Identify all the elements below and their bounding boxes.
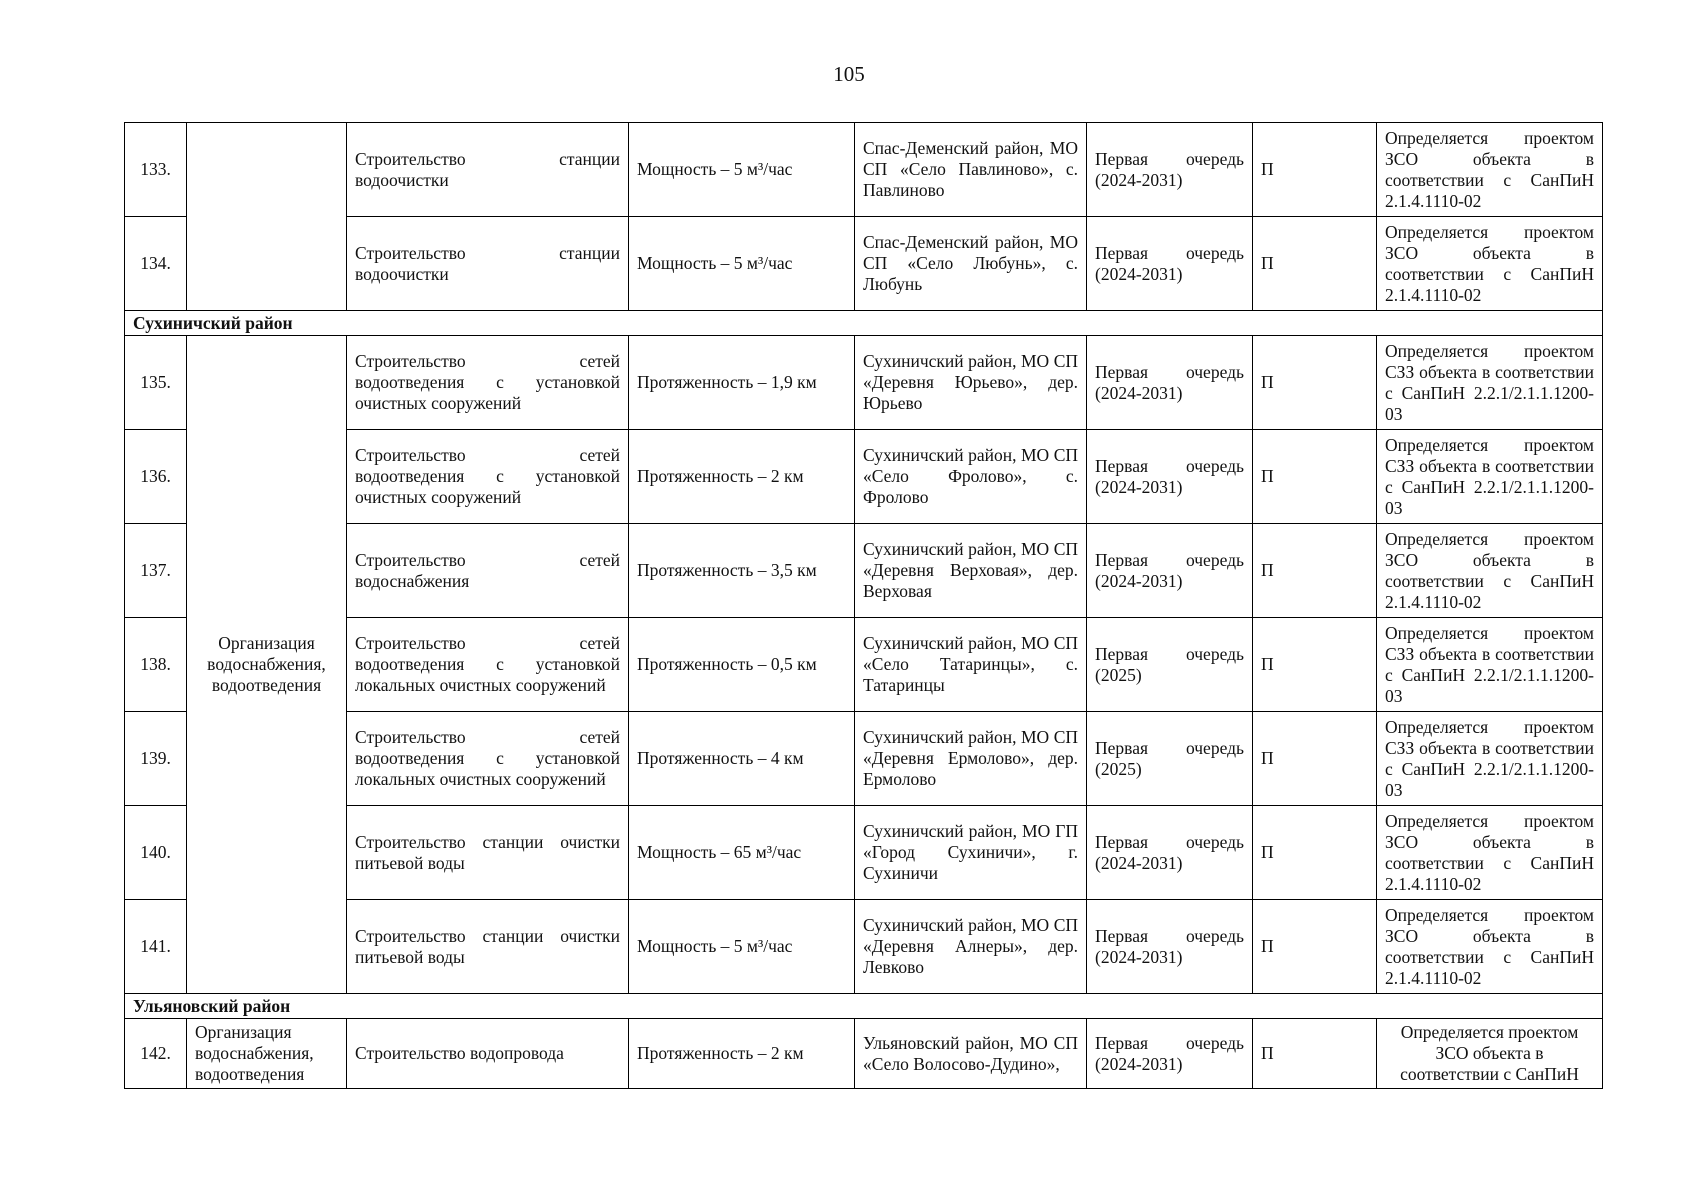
work-cell: Строительство станции водоочистки [347, 217, 629, 311]
stage-cell: Первая очередь (2024-2031) [1087, 806, 1253, 900]
table-row [125, 524, 1603, 618]
work-cell: Строительство сетей водоотведения с установкой очистных сооружений [347, 336, 629, 430]
note-cell: Определяется проектом ЗСО объекта в соответствии с СанПиН 2.1.4.1110-02 [1377, 123, 1603, 217]
table-row [125, 1019, 1603, 1089]
work-cell: Строительство сетей водоотведения с установкой локальных очистных сооружений [347, 712, 629, 806]
type-cell: П [1253, 336, 1377, 430]
work-cell: Строительство сетей водоснабжения [347, 524, 629, 618]
note-cell: Определяется проектом ЗСО объекта в соответствии с СанПиН 2.1.4.1110-02 [1377, 524, 1603, 618]
type-cell: П [1253, 524, 1377, 618]
location-cell: Сухиничский район, МО СП «Деревня Алнеры», дер. Левково [855, 900, 1087, 994]
category-cell: Организация водоснабжения, водоотведения [187, 1019, 347, 1089]
note-cell: Определяется проектом ЗСО объекта в соответствии с СанПиН 2.1.4.1110-02 [1377, 217, 1603, 311]
work-cell: Строительство станции водоочистки [347, 123, 629, 217]
measures-table [124, 122, 1603, 1089]
page-number: 105 [833, 62, 865, 86]
region-header-row [125, 994, 1603, 1019]
category-cell [187, 123, 347, 311]
type-cell: П [1253, 430, 1377, 524]
work-cell: Строительство сетей водоотведения с установкой локальных очистных сооружений [347, 618, 629, 712]
work-cell: Строительство сетей водоотведения с установкой очистных сооружений [347, 430, 629, 524]
row-number: 133. [125, 123, 187, 217]
stage-cell: Первая очередь (2024-2031) [1087, 1019, 1253, 1089]
table-row [125, 217, 1603, 311]
table-row [125, 806, 1603, 900]
parameter-cell: Протяженность – 2 км [629, 430, 855, 524]
parameter-cell: Протяженность – 1,9 км [629, 336, 855, 430]
parameter-cell: Протяженность – 2 км [629, 1019, 855, 1089]
table-row [125, 123, 1603, 217]
location-cell: Спас-Деменский район, МО СП «Село Любунь», с. Любунь [855, 217, 1087, 311]
note-cell: Определяется проектом СЗЗ объекта в соответствии с СанПиН 2.2.1/2.1.1.1200-03 [1377, 336, 1603, 430]
type-cell: П [1253, 123, 1377, 217]
row-number: 135. [125, 336, 187, 430]
parameter-cell: Протяженность – 0,5 км [629, 618, 855, 712]
parameter-cell: Протяженность – 4 км [629, 712, 855, 806]
note-cell: Определяется проектом СЗЗ объекта в соответствии с СанПиН 2.2.1/2.1.1.1200-03 [1377, 430, 1603, 524]
location-cell: Сухиничский район, МО СП «Село Фролово», с. Фролово [855, 430, 1087, 524]
type-cell: П [1253, 712, 1377, 806]
parameter-cell: Мощность – 5 м³/час [629, 900, 855, 994]
note-cell: Определяется проектом СЗЗ объекта в соответствии с СанПиН 2.2.1/2.1.1.1200-03 [1377, 618, 1603, 712]
location-cell: Сухиничский район, МО СП «Деревня Верховая», дер. Верховая [855, 524, 1087, 618]
stage-cell: Первая очередь (2024-2031) [1087, 524, 1253, 618]
parameter-cell: Мощность – 65 м³/час [629, 806, 855, 900]
row-number: 137. [125, 524, 187, 618]
note-cell: Определяется проектом ЗСО объекта в соответствии с СанПиН 2.1.4.1110-02 [1377, 806, 1603, 900]
row-number: 142. [125, 1019, 187, 1089]
table-row [125, 336, 1603, 430]
region-title: Сухиничский район [125, 311, 1603, 336]
stage-cell: Первая очередь (2025) [1087, 712, 1253, 806]
stage-cell: Первая очередь (2024-2031) [1087, 336, 1253, 430]
location-cell: Сухиничский район, МО СП «Село Татаринцы», с. Татаринцы [855, 618, 1087, 712]
note-cell: Определяется проектом ЗСО объекта в соответствии с СанПиН [1377, 1019, 1603, 1089]
parameter-cell: Мощность – 5 м³/час [629, 217, 855, 311]
table-row [125, 712, 1603, 806]
parameter-cell: Мощность – 5 м³/час [629, 123, 855, 217]
location-cell: Сухиничский район, МО ГП «Город Сухиничи», г. Сухиничи [855, 806, 1087, 900]
region-title: Ульяновский район [125, 994, 1603, 1019]
location-cell: Ульяновский район, МО СП «Село Волосово-Дудино», [855, 1019, 1087, 1089]
note-cell: Определяется проектом ЗСО объекта в соответствии с СанПиН 2.1.4.1110-02 [1377, 900, 1603, 994]
row-number: 134. [125, 217, 187, 311]
row-number: 138. [125, 618, 187, 712]
category-cell: Организация водоснабжения, водоотведения [187, 336, 347, 994]
location-cell: Сухиничский район, МО СП «Деревня Ермолово», дер. Ермолово [855, 712, 1087, 806]
note-cell: Определяется проектом СЗЗ объекта в соответствии с СанПиН 2.2.1/2.1.1.1200-03 [1377, 712, 1603, 806]
row-number: 139. [125, 712, 187, 806]
stage-cell: Первая очередь (2024-2031) [1087, 430, 1253, 524]
work-cell: Строительство водопровода [347, 1019, 629, 1089]
location-cell: Сухиничский район, МО СП «Деревня Юрьево», дер. Юрьево [855, 336, 1087, 430]
row-number: 136. [125, 430, 187, 524]
stage-cell: Первая очередь (2024-2031) [1087, 217, 1253, 311]
type-cell: П [1253, 806, 1377, 900]
work-cell: Строительство станции очистки питьевой воды [347, 806, 629, 900]
type-cell: П [1253, 217, 1377, 311]
table-row [125, 618, 1603, 712]
stage-cell: Первая очередь (2025) [1087, 618, 1253, 712]
row-number: 141. [125, 900, 187, 994]
type-cell: П [1253, 900, 1377, 994]
parameter-cell: Протяженность – 3,5 км [629, 524, 855, 618]
region-header-row [125, 311, 1603, 336]
stage-cell: Первая очередь (2024-2031) [1087, 123, 1253, 217]
type-cell: П [1253, 618, 1377, 712]
table-row [125, 900, 1603, 994]
stage-cell: Первая очередь (2024-2031) [1087, 900, 1253, 994]
work-cell: Строительство станции очистки питьевой воды [347, 900, 629, 994]
row-number: 140. [125, 806, 187, 900]
type-cell: П [1253, 1019, 1377, 1089]
table-row [125, 430, 1603, 524]
location-cell: Спас-Деменский район, МО СП «Село Павлиново», с. Павлиново [855, 123, 1087, 217]
